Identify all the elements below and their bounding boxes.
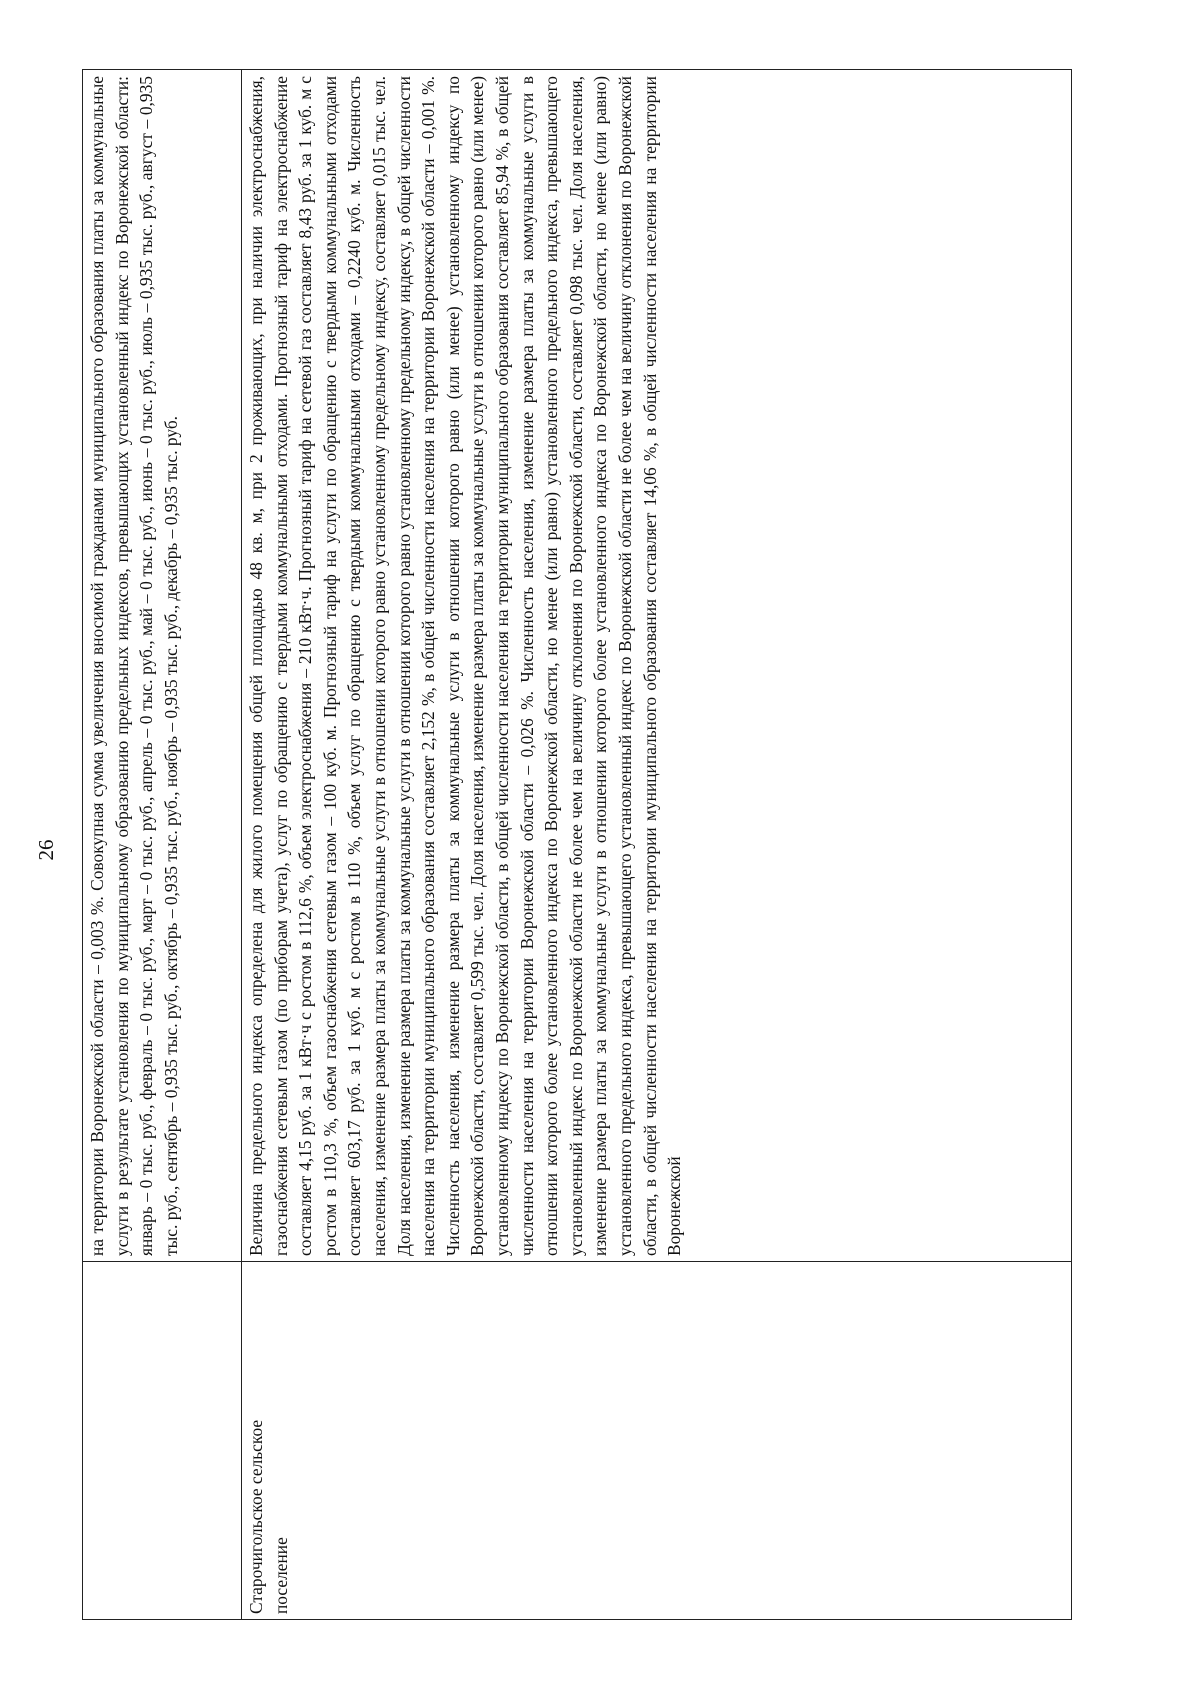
settlement-name-cell: Старочигольское сельское поселение (242, 1262, 1072, 1620)
table-row (83, 70, 242, 1620)
settlement-name-cell (83, 1262, 242, 1620)
table-row (242, 70, 1072, 1620)
description-cell: на территории Воронежской области – 0,003 %. Совокупная сумма увеличения вносимой гражданами муниципального образования платы за коммунальные услуги в результате установления по муниципальному образованию предельных индексов, превышающих установленный индекс по Воронежской области: январь – 0 тыс. руб., февраль – 0 тыс. руб., март – 0 тыс. руб., апрель – 0 тыс. руб., май – 0 тыс. руб., июнь – 0 тыс. руб., июль – 0,935 тыс. руб., август – 0,935 тыс. руб., сентябрь – 0,935 тыс. руб., октябрь – 0,935 тыс. руб., ноябрь – 0,935 тыс. руб., декабрь – 0,935 тыс. руб. (83, 70, 242, 1262)
index-table (82, 69, 1072, 1620)
page-number: 26 (34, 839, 58, 861)
description-cell: Величина предельного индекса определена для жилого помещения общей площадью 48 кв. м, при 2 проживающих, при наличии электроснабжения, газоснабжения сетевым газом (по приборам учета), услуг по обращению с твердыми коммунальными отходами. Прогнозный тариф на электроснабжение составляет 4,15 руб. за 1 кВт·ч с ростом в 112,6 %, объем электроснабжения – 210 кВт·ч. Прогнозный тариф на сетевой газ составляет 8,43 руб. за 1 куб. м с ростом в 110,3 %, объем газоснабжения сетевым газом – 100 куб. м. Прогнозный тариф на услуги по обращению с твердыми коммунальными отходами составляет 603,17 руб. за 1 куб. м с ростом в 110 %, объем услуг по обращению с твердыми коммунальными отходами – 0,2240 куб. м. Численность населения, изменение размера платы за коммунальные услуги в отношении которого равно установленному предельному индексу, составляет 0,015 тыс. чел. Доля населения, изменение размера платы за коммунальные услуги в отношении которого равно установленному предельному индексу, в общей численности населения на территории муниципального образования составляет 2,152 %, в общей численности населения на территории Воронежской области – 0,001 %. Численность населения, изменение размера платы за коммунальные услуги в отношении которого равно (или менее) установленному индексу по Воронежской области, составляет 0,599 тыс. чел. Доля населения, изменение размера платы за коммунальные услуги в отношении которого равно (или менее) установленному индексу по Воронежской области, в общей численности населения на территории муниципального образования составляет 85,94 %, в общей численности населения на территории Воронежской области – 0,026 %. Численность населения, изменение размера платы за коммунальные услуги в отношении которого более установленного индекса по Воронежской области, но менее (или равно) установленного предельного индекса, превышающего установленный индекс по Воронежской области не более чем на величину отклонения по Воронежской области, составляет 0,098 тыс. чел. Доля населения, изменение размера платы за коммунальные услуги в отношении которого более установленного индекса по Воронежской области, но менее (или равно) установленного предельного индекса, превышающего установленный индекс по Воронежской области не более чем на величину отклонения по Воронежской области, в общей численности населения на территории муниципального образования составляет 14,06 %, в общей численности населения на территории Воронежской (242, 70, 1072, 1262)
